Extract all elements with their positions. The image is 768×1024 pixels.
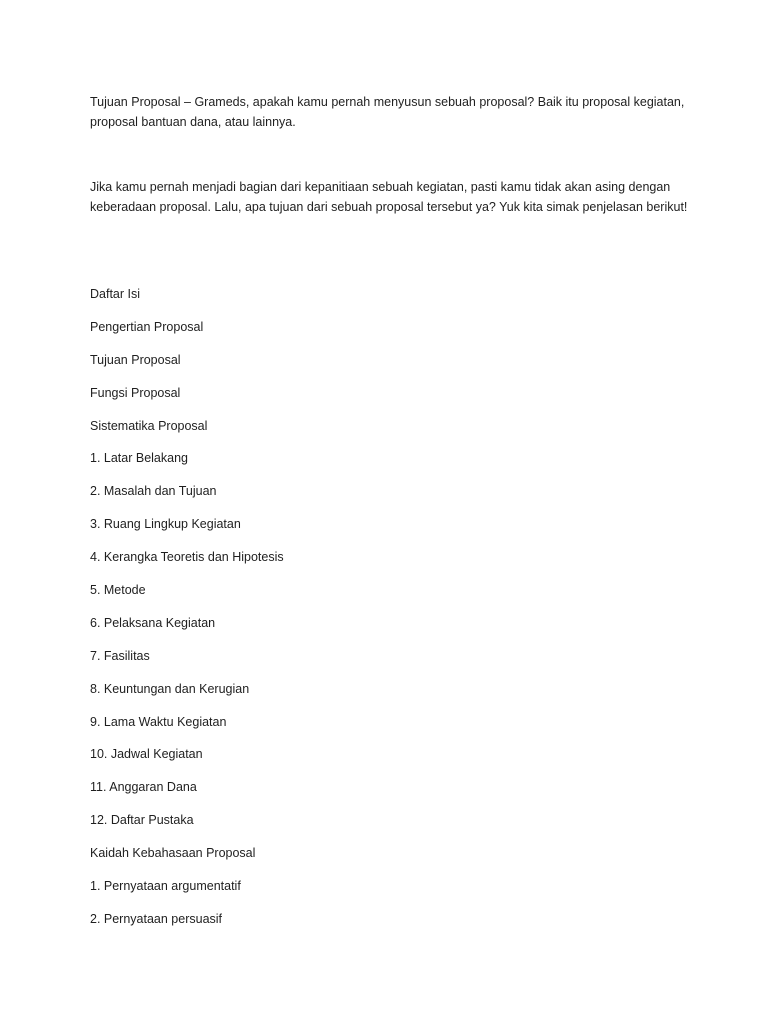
toc-item: 12. Daftar Pustaka [90, 813, 194, 828]
toc-item: 1. Pernyataan argumentatif [90, 879, 241, 894]
toc-item: 2. Masalah dan Tujuan [90, 484, 217, 499]
toc-item: 8. Keuntungan dan Kerugian [90, 681, 250, 696]
toc-item: Pengertian Proposal [90, 319, 204, 334]
intro-paragraph: Jika kamu pernah menjadi bagian dari kepanitiaan sebuah kegiatan, pasti kamu tidak akan asing dengan keberadaan proposal. Lalu, apa tujuan dari sebuah proposal tersebut ya? Yuk kita simak penjelasan berikut! [90, 180, 688, 214]
toc-item: 2. Pernyataan persuasif [90, 911, 223, 926]
toc-item: Sistematika Proposal [90, 418, 208, 433]
toc-item: 5. Metode [90, 583, 146, 598]
toc-item: 7. Fasilitas [90, 648, 150, 663]
toc-item: 9. Lama Waktu Kegiatan [90, 714, 227, 729]
toc-item: 6. Pelaksana Kegiatan [90, 615, 216, 630]
toc-item: Kaidah Kebahasaan Proposal [90, 846, 256, 861]
toc-heading: Daftar Isi [90, 287, 141, 301]
toc-item: 10. Jadwal Kegiatan [90, 747, 203, 762]
toc-item: Fungsi Proposal [90, 385, 181, 400]
toc-item: 11. Anggaran Dana [90, 780, 197, 795]
toc-item: 1. Latar Belakang [90, 451, 188, 466]
toc-item: 4. Kerangka Teoretis dan Hipotesis [90, 550, 284, 565]
table-of-contents [90, 284, 284, 942]
toc-item: Tujuan Proposal [90, 352, 181, 367]
toc-item: 3. Ruang Lingkup Kegiatan [90, 517, 241, 532]
intro-paragraph: Tujuan Proposal – Grameds, apakah kamu pernah menyusun sebuah proposal? Baik itu proposal kegiatan, proposal bantuan dana, atau lainnya. [90, 95, 685, 129]
